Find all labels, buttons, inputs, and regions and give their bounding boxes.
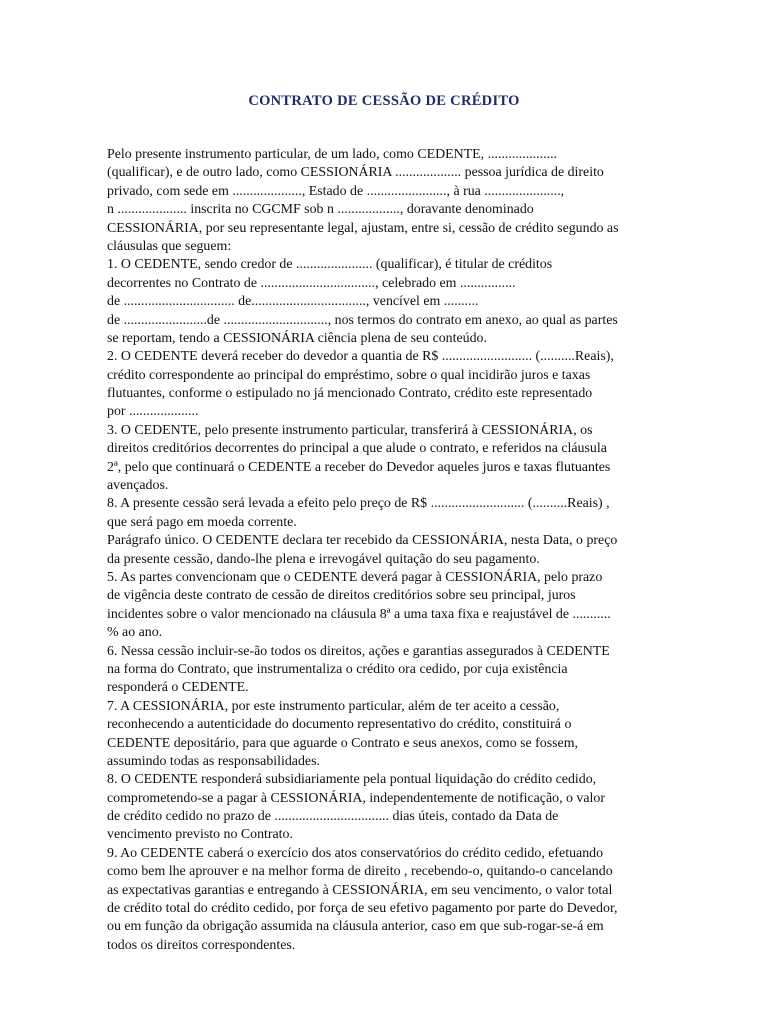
document-line: 2ª, pelo que continuará o CEDENTE a receber do Devedor aqueles juros e taxas flutuantes — [107, 459, 611, 475]
document-line: avençados. — [107, 478, 169, 494]
document-line: (qualificar), e de outro lado, como CESSIONÁRIA ................... pessoa jurídica de direito — [107, 165, 604, 181]
document-line: Parágrafo único. O CEDENTE declara ter recebido da CESSIONÁRIA, nesta Data, o preço — [107, 533, 618, 549]
document-line: crédito correspondente ao principal do empréstimo, sobre o qual incidirão juros e taxas — [107, 367, 591, 383]
document-line: 3. O CEDENTE, pelo presente instrumento particular, transferirá à CESSIONÁRIA, os — [107, 422, 593, 438]
document-line: 8. O CEDENTE responderá subsidiariamente pela pontual liquidação do crédito cedido, — [107, 772, 597, 788]
document-line: privado, com sede em ...................., Estado de ......................., à rua ......................, — [107, 183, 565, 199]
document-line: ou em função da obrigação assumida na cláusula anterior, caso em que sub-rogar-se-á em — [107, 919, 604, 935]
document-line: de ........................de .............................., nos termos do contrato em anexo, ao qual as partes — [107, 312, 618, 328]
document-line: flutuantes, conforme o estipulado no já mencionado Contrato, crédito este representado — [107, 386, 593, 402]
document-line: na forma do Contrato, que instrumentaliza o crédito ora cedido, por cuja existência — [107, 661, 568, 677]
document-line: de crédito cedido no prazo de ................................. dias úteis, contado da Data de — [107, 809, 559, 825]
document-line: todos os direitos correspondentes. — [107, 937, 296, 953]
document-line: 5. As partes convencionam que o CEDENTE deverá pagar à CESSIONÁRIA, pelo prazo — [107, 569, 603, 585]
document-title: CONTRATO DE CESSÃO DE CRÉDITO — [248, 93, 520, 109]
document-line: da presente cessão, dando-lhe plena e irrevogável quitação do seu pagamento. — [107, 551, 540, 567]
document-line: 7. A CESSIONÁRIA, por este instrumento particular, além de ter aceito a cessão, — [107, 698, 560, 714]
document-line: as expectativas garantias e entregando à CESSIONÁRIA, em seu vencimento, o valor total — [107, 882, 613, 898]
document-line: de crédito total do crédito cedido, por força de seu efetivo pagamento por parte do Devedor, — [107, 901, 618, 917]
document-line: vencimento previsto no Contrato. — [107, 827, 293, 843]
document-line: 8. A presente cessão será levada a efeito pelo preço de R$ ........................... (..........Reais) , — [107, 496, 610, 512]
document-line: assumindo todas as responsabilidades. — [107, 753, 320, 769]
document-line: 1. O CEDENTE, sendo credor de ...................... (qualificar), é titular de créditos — [107, 257, 553, 273]
document-line: de vigência deste contrato de cessão de direitos creditórios sobre seu principal, juros — [107, 588, 576, 604]
document-line: comprometendo-se a pagar à CESSIONÁRIA, independentemente de notificação, o valor — [107, 790, 605, 806]
document-line: que será pago em moeda corrente. — [107, 514, 297, 530]
document-line: de ................................ de................................., vencível em .......... — [107, 294, 479, 310]
document-line: como bem lhe aprouver e na melhor forma de direito , recebendo-o, quitando-o cancelando — [107, 864, 613, 880]
document-line: 6. Nessa cessão incluir-se-ão todos os direitos, ações e garantias assegurados à CEDENTE — [107, 643, 610, 659]
document-line: CESSIONÁRIA, por seu representante legal, ajustam, entre si, cessão de crédito segundo as — [107, 220, 619, 236]
document-line: responderá o CEDENTE. — [107, 680, 249, 696]
document-line: cláusulas que seguem: — [107, 238, 232, 254]
document-line: reconhecendo a autenticidade do documento representativo do crédito, constituirá o — [107, 717, 572, 733]
document-line: Pelo presente instrumento particular, de um lado, como CEDENTE, .................... — [107, 147, 558, 162]
document-line: incidentes sobre o valor mencionado na cláusula 8ª a uma taxa fixa e reajustável de ........... — [107, 606, 611, 622]
document-line: 2. O CEDENTE deverá receber do devedor a quantia de R$ .......................... (..........Reais), — [107, 349, 614, 365]
document-line: CEDENTE depositário, para que aguarde o Contrato e seus anexos, como se fossem, — [107, 735, 578, 751]
document-body — [107, 146, 667, 955]
document-line: n .................... inscrita no CGCMF sob n .................., doravante denominado — [107, 202, 534, 218]
document-line: decorrentes no Contrato de ................................., celebrado em ................ — [107, 275, 516, 291]
document-line: 9. Ao CEDENTE caberá o exercício dos atos conservatórios do crédito cedido, efetuando — [107, 845, 604, 861]
document-line: por .................... — [107, 404, 199, 420]
document-line: se reportam, tendo a CESSIONÁRIA ciência plena de seu conteúdo. — [107, 330, 487, 346]
document-line: direitos creditórios decorrentes do principal a que alude o contrato, e referidos na cláusula — [107, 441, 607, 457]
document-line: % ao ano. — [107, 625, 163, 641]
